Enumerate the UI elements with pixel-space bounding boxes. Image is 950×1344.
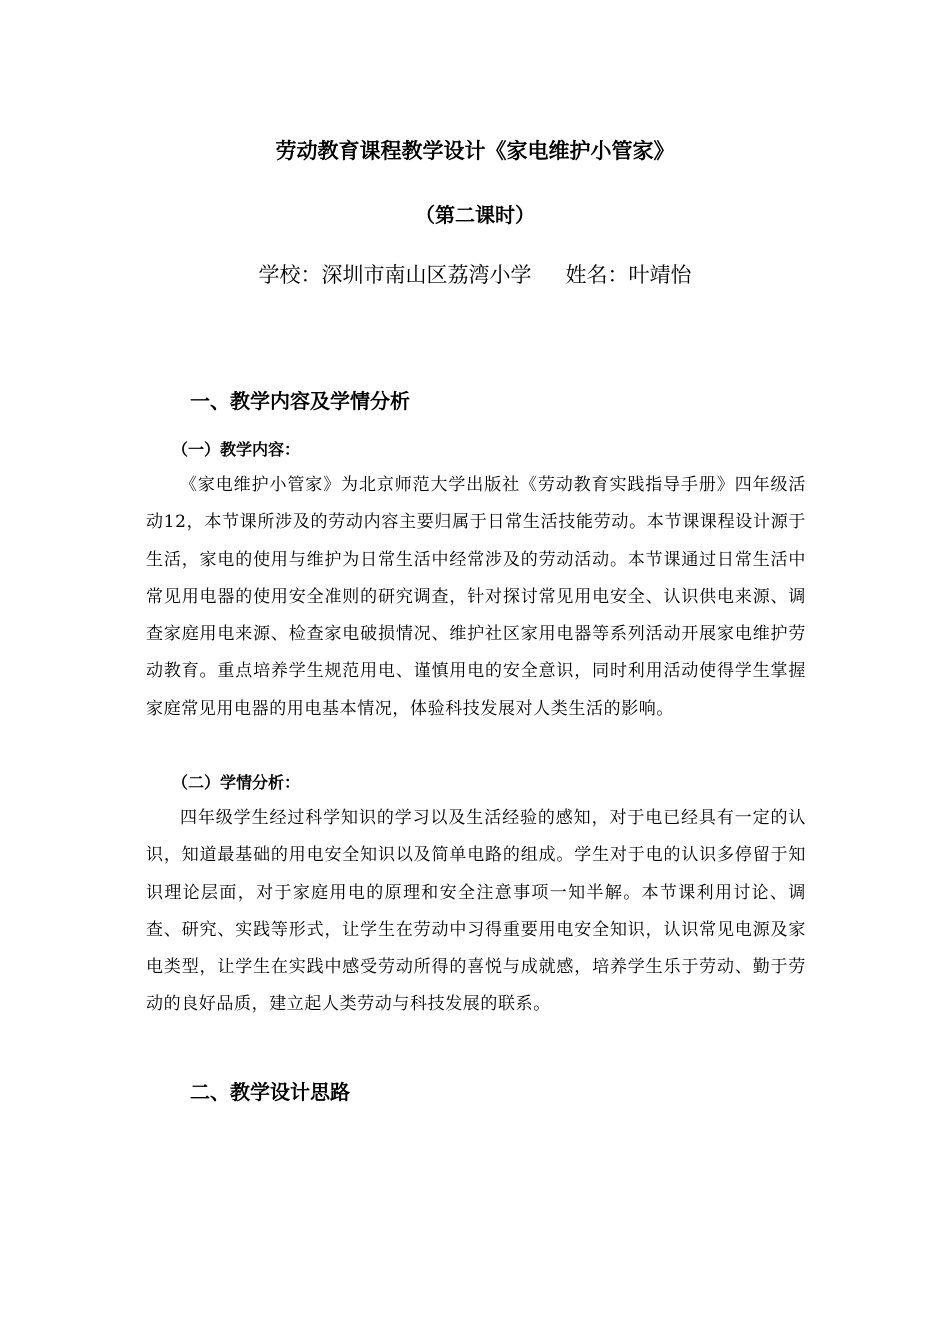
subsection-heading-learner-analysis: （二）学情分析： — [172, 773, 301, 792]
section-heading-design-idea: 二、教学设计思路 — [190, 1080, 350, 1104]
paragraph-teaching-content: 《家电维护小管家》为北京师范大学出版社《劳动教育实践指导手册》四年级活动12，本节课所涉及的劳动内容主要归属于日常生活技能劳动。本节课课程设计源于生活，家电的使用与维护为日常生活中经常涉及的劳动活动。本节课通过日常生活中常见用电器的使用安全准则的研究调查，针对探讨常见用电安全、认识供电来源、调查家庭用电来源、检查家电破损情况、维护社区家用电器等系列活动开展家电维护劳动教育。重点培养学生规范用电、谨慎用电的安全意识，同时利用活动使得学生掌握家庭常见用电器的用电基本情况，体验科技发展对人类生活的影响。 — [146, 475, 806, 719]
document-subtitle: （第二课时） — [415, 203, 535, 227]
school-name: 学校：深圳市南山区荔湾小学 — [258, 263, 532, 287]
section-heading-analysis: 一、教学内容及学情分析 — [190, 389, 410, 413]
paragraph-learner-analysis: 四年级学生经过科学知识的学习以及生活经验的感知，对于电已经具有一定的认识，知道最基础的用电安全知识以及简单电路的组成。学生对于电的认识多停留于知识理论层面，对于家庭用电的原理和安全注意事项一知半解。本节课利用讨论、调查、研究、实践等形式，让学生在劳动中习得重要用电安全知识，认识常见电源及家电类型，让学生在实践中感受劳动所得的喜悦与成就感，培养学生乐于劳动、勤于劳动的良好品质，建立起人类劳动与科技发展的联系。 — [146, 808, 806, 1015]
subsection-heading-content: （一）教学内容： — [172, 440, 301, 459]
author-line — [0, 259, 950, 291]
author-name: 姓名：叶靖怡 — [565, 263, 692, 287]
document-title: 劳动教育课程教学设计《家电维护小管家》 — [275, 139, 675, 163]
